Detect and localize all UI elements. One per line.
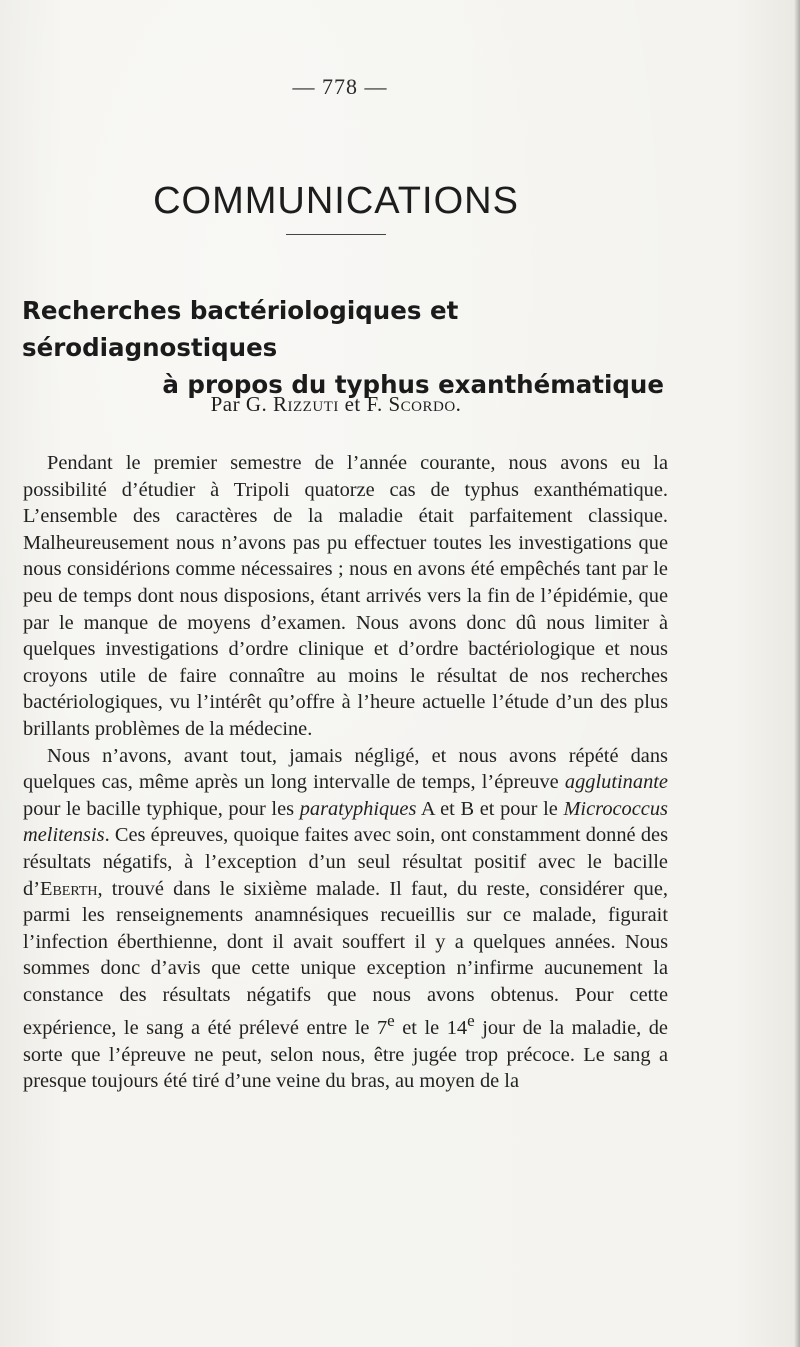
authors-prefix: Par G.	[210, 392, 268, 416]
article-title-line-2: à propos du typhus exanthématique	[162, 370, 664, 399]
p2-text-c: pour le bacille typhique, pour les	[23, 797, 300, 820]
page-number: — 778 —	[292, 74, 388, 99]
paragraph-2	[23, 743, 668, 1096]
author-rizzuti: Rizzuti	[273, 392, 339, 416]
authors-join: et F.	[344, 392, 383, 416]
superscript-e-2: e	[467, 1011, 475, 1031]
p2-text-e: A et B et pour le	[416, 797, 564, 820]
article-title-line-1: Recherches bactériologiques et sérodiagnostiques	[22, 296, 459, 362]
paragraph-1: Pendant le premier semestre de l’année courante, nous avons eu la possibilité d’étudier à Tripoli quatorze cas de typhus exanthématique. L’ensemble des caractères de la maladie était parfaitement classique. Malheureusement nous n’avons pas pu effectuer toutes les investigations que nous considérions comme nécessaires ; nous en avons été empêchés tant par le peu de temps dont nous disposions, étant arrivés vers la fin de l’épidémie, que par le manque de moyens d’examen. Nous avons donc dû nous limiter à quelques investigations d’ordre clinique et d’ordre bactériologique et nous croyons utile de faire connaître au moins le résultat de nos recherches bactériologiques, vu l’intérêt qu’offre à l’heure actuelle l’étude d’un des plus brillants problèmes de la médecine.	[23, 452, 668, 740]
page-edge-shadow	[794, 0, 800, 1347]
author-scordo: Scordo.	[388, 392, 462, 416]
p2-text-a: Nous n’avons, avant tout, jamais négligé, et nous avons répété dans quelques cas, même après un long intervalle de temps, l’épreuve	[23, 744, 668, 794]
authors	[0, 392, 672, 417]
p2-text-i: , trouvé dans le sixième malade. Il faut, du reste, considérer que, parmi les renseignements anamnésiques recueillis sur ce malade, figurait l’infection éberthienne, dont il avait souffert il y a quelques années. Nous sommes donc d’avis que cette unique exception n’infirme aucunement la constance des résultats négatifs que nous avons obtenus. Pour cette expérience, le sang a été prélevé entre le 7	[23, 877, 668, 1040]
p2-text-k: jour de la maladie, de sorte que l’épreuve ne peut, selon nous, être jugée trop précoce. Le sang a presque toujours été tiré d’une veine du bras, au moyen de la	[23, 1017, 668, 1093]
article-title	[22, 292, 666, 403]
p2-text-j: et le 14	[394, 1017, 468, 1040]
body-text	[23, 450, 668, 1095]
section-title: COMMUNICATIONS	[153, 180, 519, 222]
name-eberth: Eberth	[40, 877, 98, 900]
superscript-e-1: e	[387, 1011, 395, 1031]
term-agglutinante: agglutinante	[564, 771, 668, 794]
term-paratyphiques: paratyphiques	[299, 797, 417, 820]
term-micrococcus-melitensis: Micrococcus melitensis	[23, 797, 668, 847]
p2-text-g: . Ces épreuves, quoique faites avec soin, ont constamment donné des résultats négatifs, à l’exception d’un seul résultat positif avec le bacille d’	[23, 824, 668, 900]
title-rule	[286, 234, 386, 235]
